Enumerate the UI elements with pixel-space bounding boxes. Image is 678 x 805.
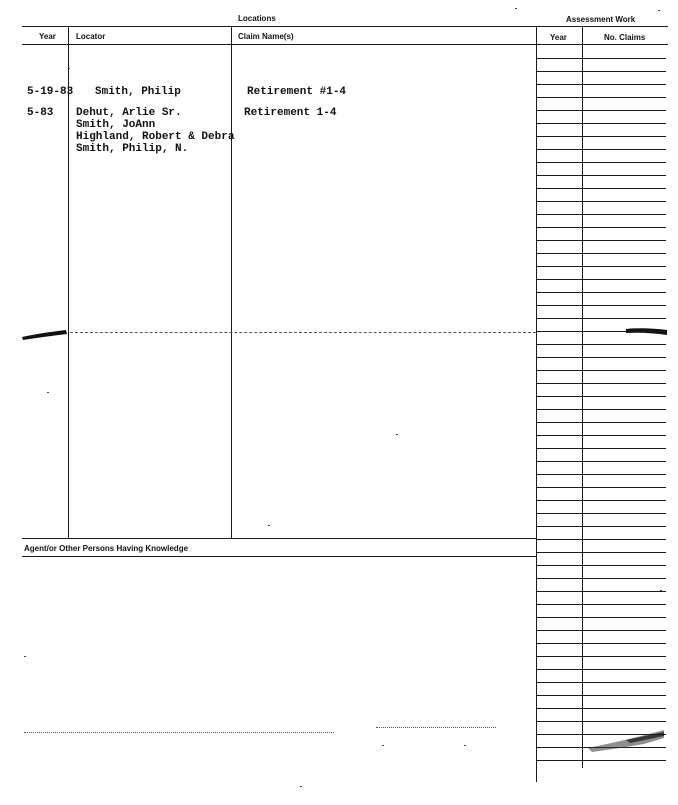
locations-heading: Locations — [238, 14, 276, 23]
locator-column-header: Locator — [76, 32, 106, 41]
assessment-row-line — [536, 227, 666, 228]
assessment-row-line — [536, 695, 666, 696]
assessment-row-line — [536, 552, 666, 553]
assessment-row-line — [536, 97, 666, 98]
speck — [268, 525, 270, 526]
assessment-row-line — [536, 721, 666, 722]
assessment-row-line — [536, 422, 666, 423]
assessment-row-line — [536, 474, 666, 475]
assessment-row-line — [536, 383, 666, 384]
speck — [658, 10, 660, 11]
speck — [396, 434, 398, 435]
assessment-row-line — [536, 760, 666, 761]
entry-1-claim: Retirement #1-4 — [247, 86, 347, 98]
assessment-row-line — [536, 565, 666, 566]
speck — [47, 392, 49, 393]
assessment-row-line — [536, 344, 666, 345]
assessment-row-line — [536, 188, 666, 189]
assessment-row-line — [536, 110, 666, 111]
locator-claim-divider — [231, 26, 232, 538]
assessment-row-line — [536, 175, 666, 176]
assessment-row-line — [536, 201, 666, 202]
left-margin-mark — [20, 327, 70, 341]
entry-2-year: 5-83 — [27, 107, 54, 119]
assessment-row-line — [536, 318, 666, 319]
entry-2-claim: Retirement 1-4 — [244, 107, 337, 119]
agent-section-label: Agent/or Other Persons Having Knowledge — [24, 544, 189, 553]
assessment-row-line — [536, 409, 666, 410]
locations-bottom-rule — [22, 538, 536, 539]
assessment-work-heading: Assessment Work — [566, 15, 636, 24]
assessment-row-line — [536, 305, 666, 306]
assessment-row-line — [536, 123, 666, 124]
assessment-row-line — [536, 58, 666, 59]
assessment-row-line — [536, 396, 666, 397]
speck — [24, 656, 26, 657]
agent-rule — [22, 556, 536, 557]
bottom-dotted-line — [24, 732, 334, 733]
speck — [68, 68, 70, 69]
entry-2-locator-3: Highland, Robert & Debra — [76, 131, 235, 143]
speck — [660, 590, 662, 591]
assessment-row-line — [536, 253, 666, 254]
assessment-row-line — [536, 487, 666, 488]
assessment-row-line — [536, 630, 666, 631]
assessment-row-line — [536, 604, 666, 605]
assessment-row-line — [536, 513, 666, 514]
assessment-row-line — [536, 370, 666, 371]
assessment-row-line — [536, 448, 666, 449]
header-rule — [22, 44, 668, 45]
speck — [515, 8, 517, 9]
assessment-row-line — [536, 500, 666, 501]
assessment-row-line — [536, 591, 666, 592]
assessment-row-line — [536, 617, 666, 618]
assessment-row-line — [536, 71, 666, 72]
assessment-row-line — [536, 682, 666, 683]
year-locator-divider — [68, 26, 69, 538]
entry-2-locator-2: Smith, JoAnn — [76, 119, 156, 131]
assessment-row-line — [536, 136, 666, 137]
bottom-dotted-line-right — [376, 727, 496, 728]
assessment-row-line — [536, 162, 666, 163]
assessment-row-line — [536, 656, 666, 657]
entry-1-locator: Smith, Philip — [95, 86, 181, 98]
assessment-row-line — [536, 214, 666, 215]
scan-smudge — [586, 728, 666, 754]
entry-1-year: 5-19-83 — [27, 86, 74, 98]
assessment-row-line — [536, 292, 666, 293]
assessment-row-line — [536, 435, 666, 436]
assessment-row-line — [536, 240, 666, 241]
entry-2-locator-4: Smith, Philip, N. — [76, 143, 189, 155]
assessment-row-line — [536, 539, 666, 540]
mid-dashed-line — [70, 332, 536, 333]
assessment-row-line — [536, 669, 666, 670]
claim-names-column-header: Claim Name(s) — [238, 32, 294, 41]
assessment-row-line — [536, 643, 666, 644]
year-column-header: Year — [39, 32, 56, 41]
entry-2-locator-1: Dehut, Arlie Sr. — [76, 107, 182, 119]
speck — [464, 745, 466, 746]
assessment-row-line — [536, 84, 666, 85]
assessment-row-line — [536, 266, 666, 267]
assessment-row-line — [536, 357, 666, 358]
speck — [300, 786, 302, 787]
assessment-row-line — [536, 461, 666, 462]
speck — [382, 745, 384, 746]
top-rule — [22, 26, 668, 27]
assessment-row-line — [536, 279, 666, 280]
assessment-row-line — [536, 708, 666, 709]
assessment-row-line — [536, 578, 666, 579]
no-claims-column-header: No. Claims — [604, 33, 646, 42]
assessment-row-line — [536, 331, 666, 332]
assessment-row-line — [536, 149, 666, 150]
aw-year-column-header: Year — [550, 33, 567, 42]
assessment-row-line — [536, 526, 666, 527]
